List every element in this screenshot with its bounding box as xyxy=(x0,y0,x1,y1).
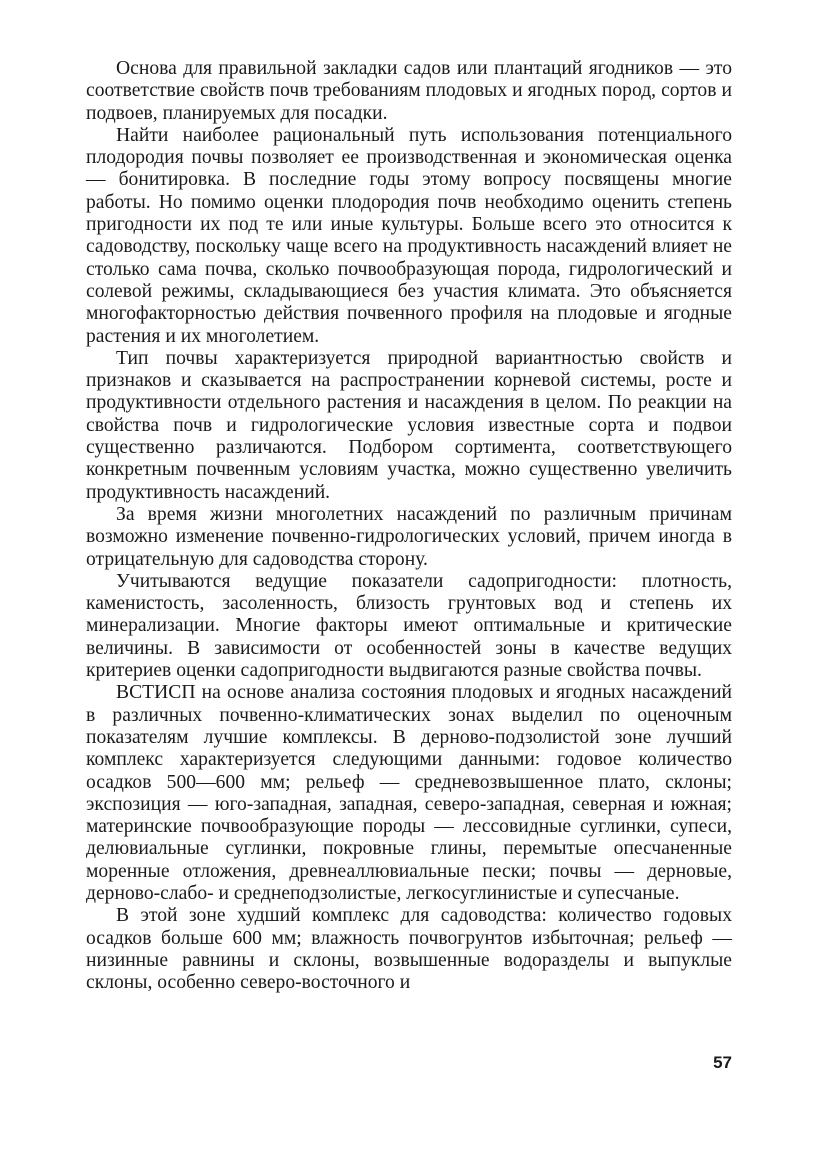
paragraph-2: Найти наиболее рациональный путь использования потенциального плодородия почвы позволяет ее производственная и экономическая оценка — бонитировка. В последние годы этому вопросу посвящены многие работы. Но помимо оценки плодородия почв необходимо оценить степень пригодности их под те или иные культуры. Больше всего это относится к садоводству, поскольку чаще всего на продуктивность насаждений влияет не столько сама почва, сколько почвообразующая порода, гидрологический и солевой режимы, складывающиеся без участия климата. Это объясняется многофакторностью действия почвенного профиля на плодовые и ягодные растения и их многолетием. xyxy=(86,124,732,347)
paragraph-7: В этой зоне худший комплекс для садоводства: количество годовых осадков больше 600 мм; влажность почвогрунтов избыточная; рельеф — низинные равнины и склоны, возвышенные водоразделы и выпуклые склоны, особенно северо-восточного и xyxy=(86,905,732,994)
page-number: 57 xyxy=(713,1053,732,1072)
paragraph-3: Тип почвы характеризуется природной вариантностью свойств и признаков и сказывается на распространении корневой системы, росте и продуктивности отдельного растения и насаждения в целом. По реакции на свойства почв и гидрологические условия известные сорта и подвои существенно различаются. Подбором сортимента, соответствующего конкретным почвенным условиям участка, можно существенно увеличить продуктивность насаждений. xyxy=(86,347,732,503)
paragraph-1: Основа для правильной закладки садов или плантаций ягодников — это соответствие свойств почв требованиям плодовых и ягодных пород, сортов и подвоев, планируемых для посадки. xyxy=(86,58,732,124)
paragraph-5: Учитываются ведущие показатели садопригодности: плотность, каменистость, засоленность, близость грунтовых вод и степень их минерализации. Многие факторы имеют оптимальные и критические величины. В зависимости от особенностей зоны в качестве ведущих критериев оценки садопригодности выдвигаются разные свойства почвы. xyxy=(86,570,732,682)
paragraph-6: ВСТИСП на основе анализа состояния плодовых и ягодных насаждений в различных почвенно-климатических зонах выделил по оценочным показателям лучшие комплексы. В дерново-подзолистой зоне лучший комплекс характеризуется следующими данными: годовое количество осадков 500—600 мм; рельеф — средневозвышенное плато, склоны; экспозиция — юго-западная, западная, северо-западная, северная и южная; материнские почвообразующие породы — лессовидные суглинки, супеси, делювиальные суглинки, покровные глины, перемытые опесчаненные моренные отложения, древнеаллювиальные пески; почвы — дерновые, дерново-слабо- и среднеподзолистые, легкосуглинистые и супесчаные. xyxy=(86,682,732,904)
body-text xyxy=(86,58,732,994)
paragraph-4: За время жизни многолетних насаждений по различным причинам возможно изменение почвенно-гидрологических условий, причем иногда в отрицательную для садоводства сторону. xyxy=(86,503,732,570)
